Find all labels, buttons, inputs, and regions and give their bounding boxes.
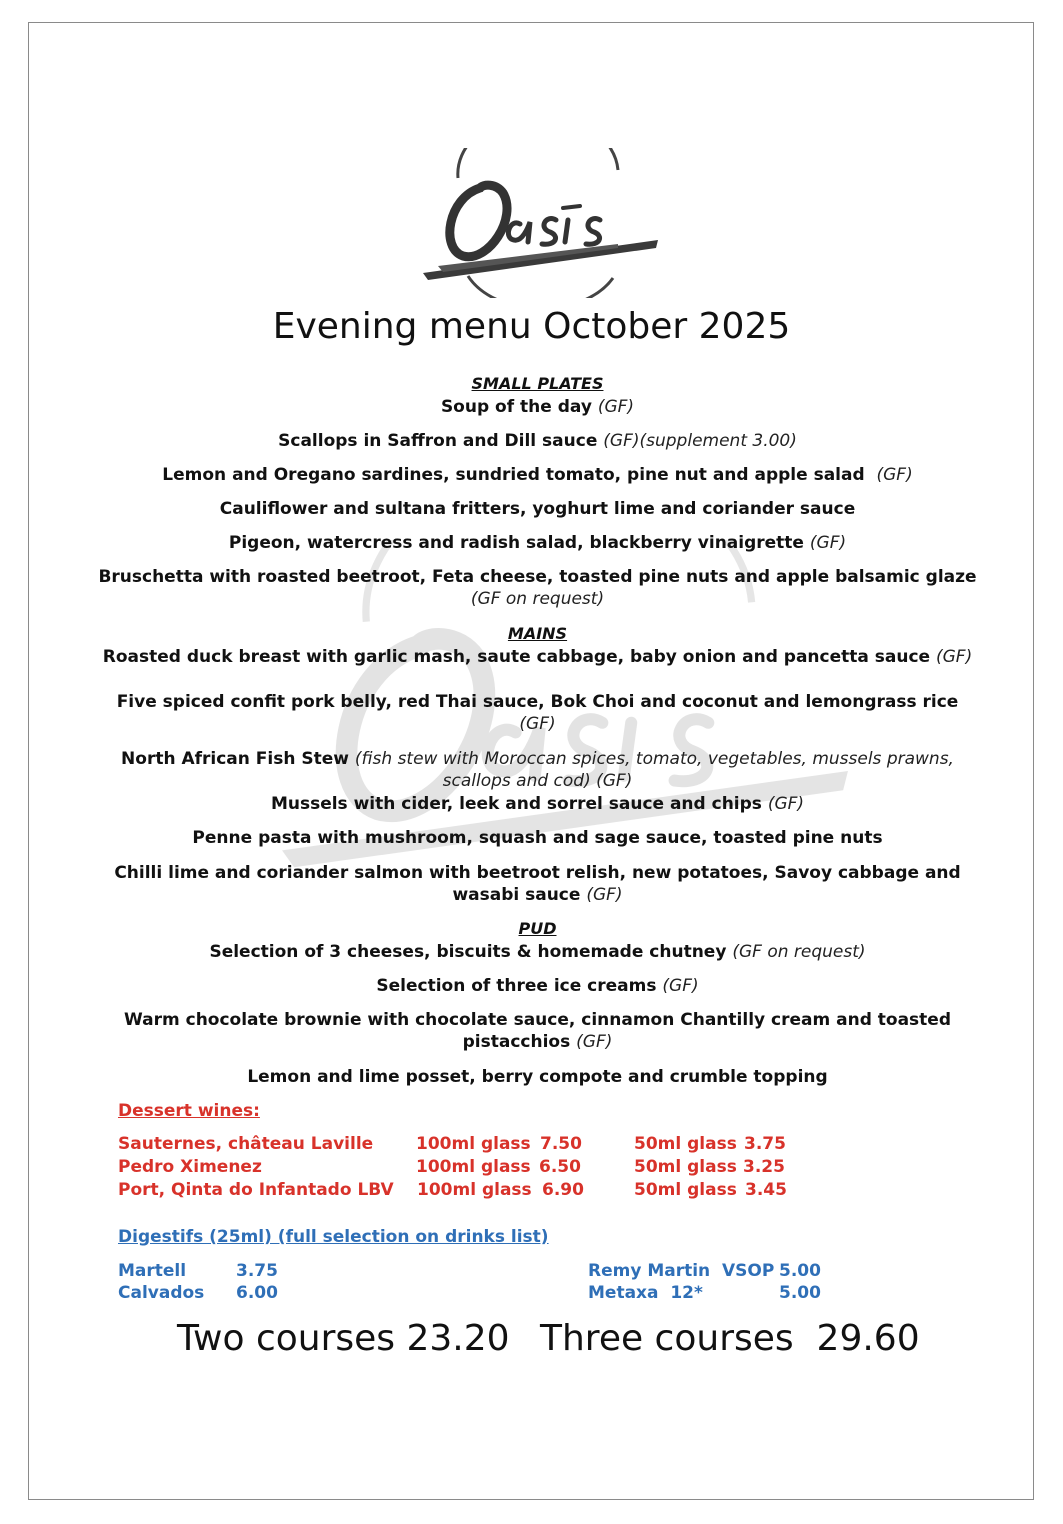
- dessert-wines-heading: Dessert wines:: [118, 1101, 260, 1121]
- menu-item: North African Fish Stew (fish stew with Moroccan spices, tomato, vegetables, mussels prawns, scallops and cod) (GF): [121, 749, 954, 791]
- three-courses-price: Three courses 29.60: [540, 1318, 920, 1359]
- digestif-name: Metaxa 12*: [588, 1283, 703, 1303]
- menu-item: Five spiced confit pork belly, red Thai sauce, Bok Choi and coconut and lemongrass rice (GF): [116, 692, 959, 734]
- digestif-price: 3.75: [236, 1261, 278, 1281]
- oasis-logo-icon: [418, 148, 663, 298]
- digestif-name: Remy Martin VSOP: [588, 1261, 775, 1281]
- menu-item: Soup of the day (GF): [440, 397, 635, 417]
- mains-heading: MAINS: [507, 624, 568, 643]
- digestif-name: Martell: [118, 1261, 187, 1281]
- digestif-price: 5.00: [779, 1283, 821, 1303]
- menu-item: Bruschetta with roasted beetroot, Feta cheese, toasted pine nuts and apple balsamic glaze (GF on request): [98, 567, 977, 609]
- menu-item: Lemon and Oregano sardines, sundried tomato, pine nut and apple salad (GF): [162, 465, 913, 485]
- menu-item: Warm chocolate brownie with chocolate sauce, cinnamon Chantilly cream and toasted pistacchios (GF): [123, 1010, 951, 1052]
- menu-item: Selection of 3 cheeses, biscuits & homemade chutney (GF on request): [209, 942, 866, 962]
- two-courses-price: Two courses 23.20: [177, 1318, 510, 1359]
- digestifs-heading: Digestifs (25ml) (full selection on drinks list): [118, 1227, 549, 1247]
- menu-item: Selection of three ice creams (GF): [376, 976, 699, 996]
- menu-item: Lemon and lime posset, berry compote and crumble topping: [247, 1067, 828, 1087]
- menu-item: Penne pasta with mushroom, squash and sage sauce, toasted pine nuts: [192, 828, 883, 848]
- menu-item: Chilli lime and coriander salmon with beetroot relish, new potatoes, Savoy cabbage and wasabi sauce (GF): [114, 863, 961, 905]
- menu-item: Cauliflower and sultana fritters, yoghurt lime and coriander sauce: [219, 499, 856, 519]
- menu-item: Scallops in Saffron and Dill sauce (GF)(supplement 3.00): [278, 431, 797, 451]
- menu-item: Pigeon, watercress and radish salad, blackberry vinaigrette (GF): [228, 533, 847, 553]
- pud-heading: PUD: [518, 919, 557, 938]
- menu-item: Roasted duck breast with garlic mash, saute cabbage, baby onion and pancetta sauce (GF): [102, 647, 973, 667]
- digestif-price: 5.00: [779, 1261, 821, 1281]
- page-title: Evening menu October 2025: [272, 306, 791, 347]
- digestif-price: 6.00: [236, 1283, 278, 1303]
- menu-item: Mussels with cider, leek and sorrel sauce and chips (GF): [270, 794, 805, 814]
- digestif-name: Calvados: [118, 1283, 205, 1303]
- small-plates-heading: SMALL PLATES: [471, 374, 604, 393]
